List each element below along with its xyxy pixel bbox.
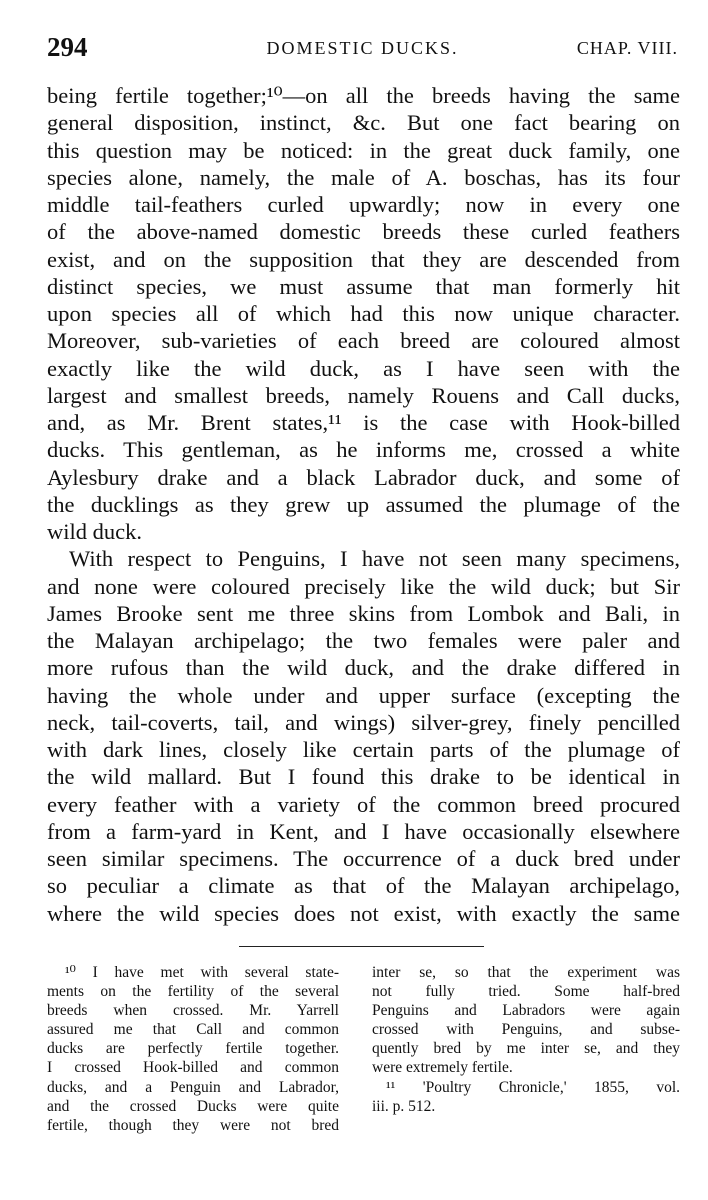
page-number: 294 — [47, 32, 88, 62]
footnote-line: ¹¹ 'Poultry Chronicle,' 1855, vol. — [386, 1078, 680, 1096]
body-text — [47, 82, 680, 927]
body-line: where the wild species does not exist, with exactly the same — [47, 900, 680, 926]
footnote-column-right — [372, 963, 680, 1116]
body-line: Moreover, sub-varieties of each breed are coloured almost — [47, 328, 680, 354]
body-line: seen similar specimens. The occurrence of a duck bred under — [47, 846, 680, 871]
footnote-line: ducks, and a Penguin and Labrador, — [47, 1078, 339, 1096]
body-line: so peculiar a climate as that of the Malayan archipelago, — [47, 873, 680, 899]
body-line: being fertile together;¹⁰—on all the breeds having the same — [47, 83, 680, 108]
footnote-line: assured me that Call and common — [47, 1021, 339, 1039]
body-line: more rufous than the wild duck, and the drake differed in — [47, 655, 680, 681]
body-line: largest and smallest breeds, namely Rouens and Call ducks, — [47, 382, 680, 408]
footnote-line: and the crossed Ducks were quite — [47, 1097, 339, 1115]
footnote-line: crossed with Penguins, and subse- — [372, 1021, 680, 1039]
body-line: Aylesbury drake and a black Labrador duck, and some of — [47, 464, 680, 490]
footnote-column-left — [47, 963, 339, 1135]
body-line: having the whole under and upper surface (excepting the — [47, 682, 680, 708]
footnote-line: iii. p. 512. — [372, 1097, 436, 1115]
body-line: with dark lines, closely like certain parts of the plumage of — [47, 737, 680, 762]
body-line: from a farm-yard in Kent, and I have occasionally elsewhere — [47, 818, 680, 844]
footnote-line: inter se, so that the experiment was — [372, 964, 680, 981]
body-line: exist, and on the supposition that they are descended from — [47, 246, 680, 272]
body-line: general disposition, instinct, &c. But one fact bearing on — [47, 110, 680, 136]
footnote-line: were extremely fertile. — [372, 1059, 513, 1077]
body-line: of the above-named domestic breeds these curled feathers — [47, 219, 680, 245]
body-line: middle tail-feathers curled upwardly; now in every one — [47, 192, 680, 217]
body-line: upon species all of which had this now unique character. — [47, 301, 680, 326]
body-line: ducks. This gentleman, as he informs me, crossed a white — [47, 437, 680, 463]
footnote-line: ducks are perfectly fertile together. — [47, 1040, 339, 1058]
body-line: and none were coloured precisely like the wild duck; but Sir — [47, 573, 680, 599]
footnote-line: quently bred by me inter se, and they — [372, 1040, 680, 1058]
body-line: neck, tail-coverts, tail, and wings) silver-grey, finely pencilled — [47, 709, 680, 735]
running-title: DOMESTIC DUCKS. — [266, 38, 459, 58]
footnote-line: ¹⁰ I have met with several state- — [65, 964, 339, 981]
paragraph-start-line: With respect to Penguins, I have not seen many specimens, — [69, 546, 680, 572]
body-line: exactly like the wild duck, as I have seen with the — [47, 355, 680, 381]
body-line: distinct species, we must assume that man formerly hit — [47, 273, 680, 299]
body-line: the wild mallard. But I found this drake to be identical in — [47, 764, 680, 790]
footnote-line: Penguins and Labradors were again — [372, 1002, 680, 1020]
footnote-line: not fully tried. Some half-bred — [372, 983, 680, 1001]
body-line: this question may be noticed: in the great duck family, one — [47, 137, 680, 163]
body-line: species alone, namely, the male of A. boschas, has its four — [47, 164, 680, 190]
body-line: every feather with a variety of the common breed procured — [47, 791, 680, 817]
body-line: the ducklings as they grew up assumed the plumage of the — [47, 491, 680, 517]
body-line: James Brooke sent me three skins from Lombok and Bali, in — [47, 600, 680, 626]
chapter-label: CHAP. VIII. — [576, 38, 678, 58]
footnote-divider — [239, 946, 484, 947]
body-line: and, as Mr. Brent states,¹¹ is the case with Hook-billed — [47, 410, 680, 435]
footnote-line: ments on the fertility of the several — [47, 983, 339, 1001]
footnote-line: I crossed Hook-billed and common — [47, 1059, 339, 1077]
paragraph-end-line: wild duck. — [47, 519, 142, 544]
footnote-line: fertile, though they were not bred — [47, 1116, 339, 1134]
body-line: the Malayan archipelago; the two females were paler and — [47, 628, 680, 653]
running-header — [47, 28, 678, 64]
footnote-line: breeds when crossed. Mr. Yarrell — [47, 1002, 339, 1020]
